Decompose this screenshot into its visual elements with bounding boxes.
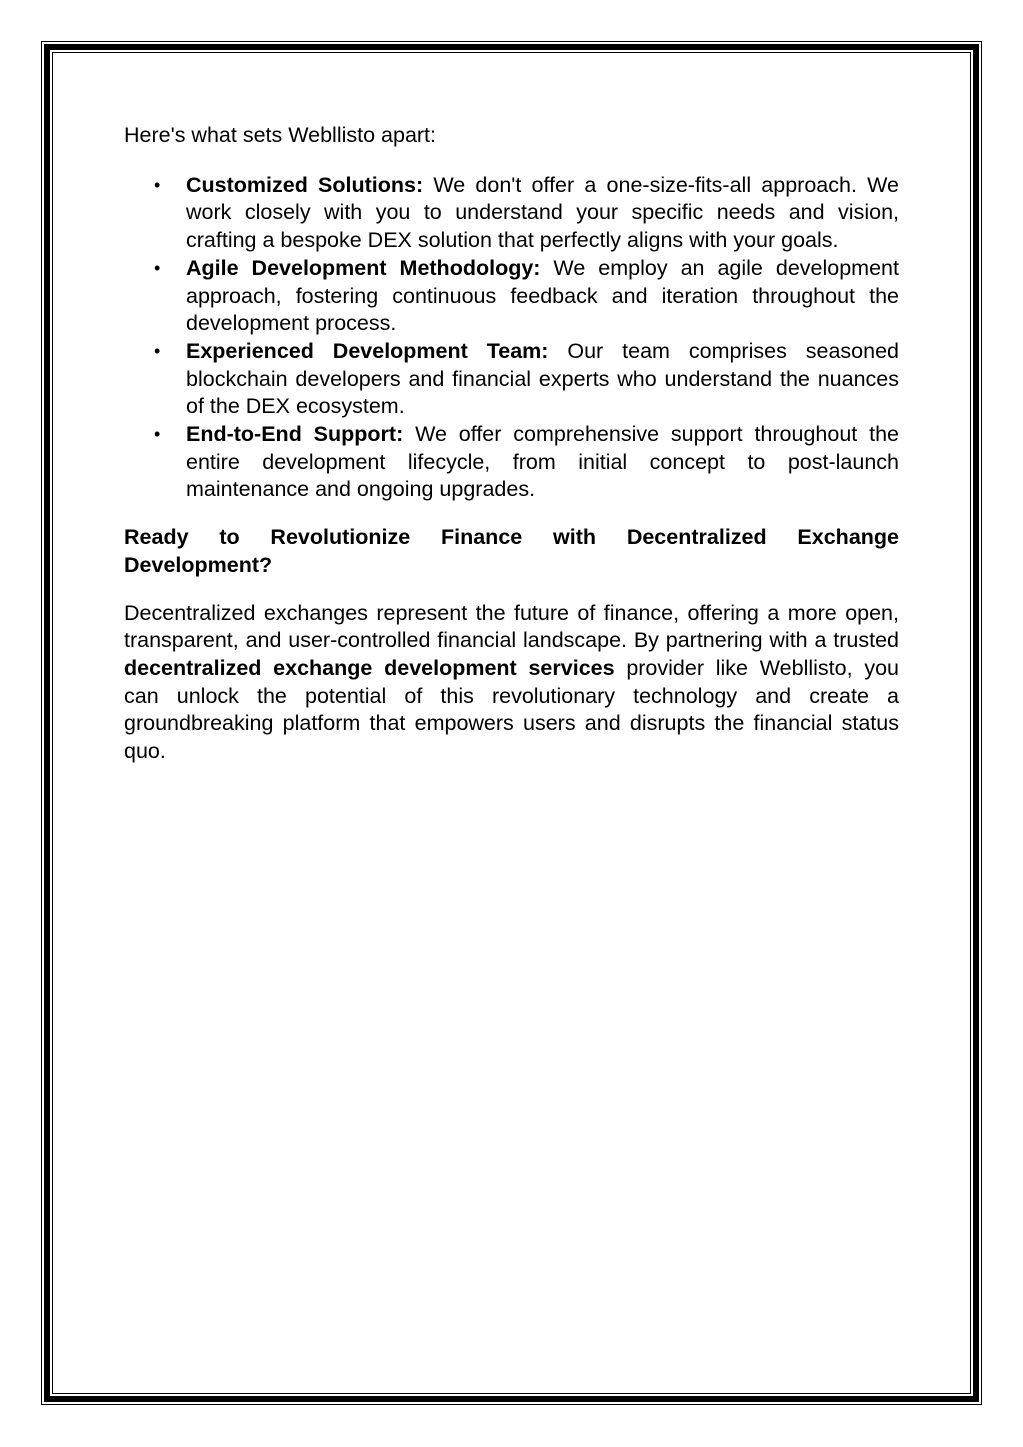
document-content: [124, 122, 899, 766]
list-item: [124, 338, 899, 421]
closing-text-after: provider like Webllisto, you can unlock the potential of this revolutionary technology and create a groundbreaking platform that empowers users and disrupts the financial status quo.: [124, 655, 899, 764]
list-item: [124, 421, 899, 504]
feature-title: Customized Solutions:: [186, 172, 424, 197]
closing-paragraph: [124, 600, 899, 766]
feature-text: Our team comprises seasoned blockchain developers and financial experts who understand the nuances of the DEX ecosystem.: [186, 338, 899, 419]
bullet-icon: •: [154, 257, 161, 278]
feature-text: We offer comprehensive support throughout the entire development lifecycle, from initial concept to post-launch maintenance and ongoing upgrades.: [186, 422, 899, 502]
feature-text: We employ an agile development approach, fostering continuous feedback and iteration throughout the development process.: [186, 255, 899, 336]
list-item: [124, 255, 899, 338]
intro-text: Here's what sets Webllisto apart:: [124, 123, 437, 147]
bullet-icon: •: [154, 174, 161, 195]
feature-title: Agile Development Methodology:: [186, 255, 541, 280]
bullet-icon: •: [154, 424, 161, 445]
closing-bold-text: decentralized exchange development services: [124, 655, 615, 680]
list-item: [124, 172, 899, 255]
bullet-icon: •: [154, 340, 161, 361]
feature-title: End-to-End Support:: [186, 422, 404, 447]
closing-text-before: Decentralized exchanges represent the future of finance, offering a more open, transparent, and user-controlled financial landscape. By partnering with a trusted: [124, 600, 899, 653]
feature-text: We don't offer a one-size-fits-all approach. We work closely with you to understand your specific needs and vision, crafting a bespoke DEX solution that perfectly aligns with your goals.: [186, 172, 899, 253]
section-heading: Ready to Revolutionize Finance with Decentralized Exchange Development?: [124, 525, 899, 577]
feature-title: Experienced Development Team:: [186, 338, 549, 363]
feature-list: [124, 172, 899, 504]
